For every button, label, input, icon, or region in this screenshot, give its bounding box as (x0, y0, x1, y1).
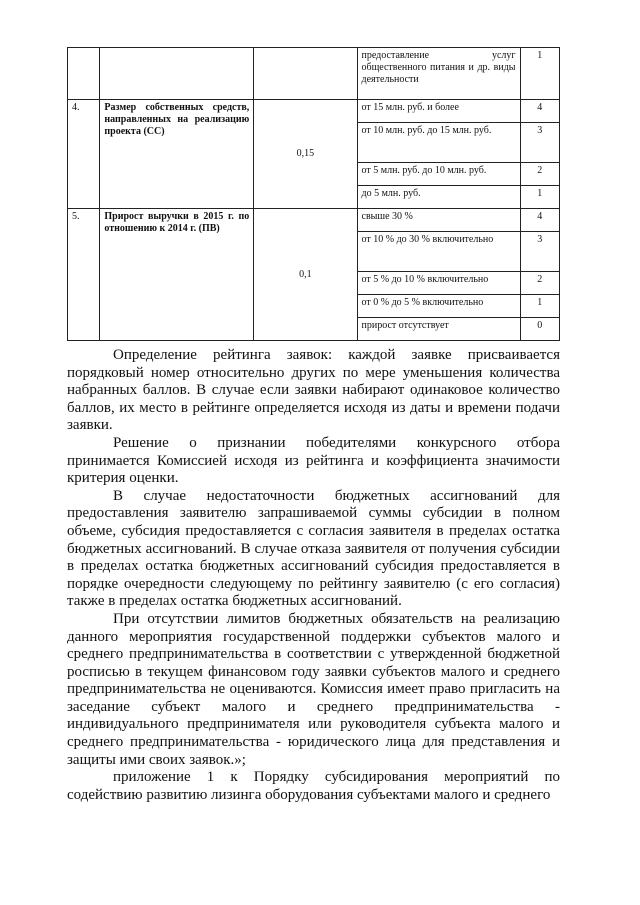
paragraph: При отсутствии лимитов бюджетных обязательств на реализацию данного мероприятия государственной поддержки субъектов малого и среднего предпринимательства в соответствии с утвержденной бюджетной росписью в текущем финансовом году заявки субъектов малого и среднего предпринимательства не оцениваются. Комиссия имеет право пригласить на заседание субъект малого и среднего предпринимательства - индивидуального предпринимателя или руководителя субъекта малого и среднего предпринимательства - юридического лица для представления и защиты ими своих заявок.»; (67, 610, 560, 768)
criterion-weight: 0,15 (254, 100, 357, 209)
range-text: до 5 млн. руб. (357, 186, 520, 209)
range-text: от 0 % до 5 % включительно (357, 295, 520, 318)
criterion-name: Прирост выручки в 2015 г. по отношению к 2014 г. (ПВ) (100, 209, 254, 341)
paragraph: В случае недостаточности бюджетных ассигнований для предоставления заявителю запрашиваемой суммы субсидии в полном объеме, субсидия предоставляется с согласия заявителя в пределах остатка бюджетных ассигнований. В случае отказа заявителя от получения субсидии в пределах остатка бюджетных ассигнований субсидия предоставляется в порядке очередности следующему по рейтингу заявителю (с его согласия) также в пределах остатка бюджетных ассигнований. (67, 487, 560, 610)
paragraph: приложение 1 к Порядку субсидирования мероприятий по содействию развитию лизинга оборудования субъектами малого и среднего (67, 769, 560, 803)
range-score: 4 (520, 209, 560, 232)
range-score: 0 (520, 318, 560, 341)
row-number: 4. (68, 100, 100, 209)
range-text: предоставление услуг общественного питания и др. виды деятельности (357, 48, 520, 100)
range-score: 4 (520, 100, 560, 123)
table-row (68, 100, 560, 123)
row-number (68, 48, 100, 100)
range-text: от 5 млн. руб. до 10 млн. руб. (357, 163, 520, 186)
row-number: 5. (68, 209, 100, 341)
criterion-weight (254, 48, 357, 100)
table-row (68, 48, 560, 100)
range-score: 2 (520, 272, 560, 295)
range-text: от 10 % до 30 % включительно (357, 232, 520, 272)
range-score: 2 (520, 163, 560, 186)
range-text: от 5 % до 10 % включительно (357, 272, 520, 295)
criterion-name: Размер собственных средств, направленных на реализацию проекта (СС) (100, 100, 254, 209)
criterion-weight: 0,1 (254, 209, 357, 341)
body-text (67, 347, 560, 804)
paragraph: Определение рейтинга заявок: каждой заявке присваивается порядковый номер относительно других по мере уменьшения количества набранных баллов. В случае если заявки набирают одинаковое количество баллов, их место в рейтинге определяется исходя из даты и времени подачи заявки. (67, 347, 560, 434)
criteria-table (67, 47, 560, 341)
range-score: 3 (520, 232, 560, 272)
range-text: прирост отсутствует (357, 318, 520, 341)
paragraph: Решение о признании победителями конкурсного отбора принимается Комиссией исходя из рейтинга и коэффициента значимости критерия оценки. (67, 434, 560, 487)
range-text: свыше 30 % (357, 209, 520, 232)
range-score: 1 (520, 295, 560, 318)
table-row (68, 209, 560, 232)
range-text: от 15 млн. руб. и более (357, 100, 520, 123)
criterion-name (100, 48, 254, 100)
range-score: 1 (520, 186, 560, 209)
range-score: 3 (520, 123, 560, 163)
range-score: 1 (520, 48, 560, 100)
range-text: от 10 млн. руб. до 15 млн. руб. (357, 123, 520, 163)
